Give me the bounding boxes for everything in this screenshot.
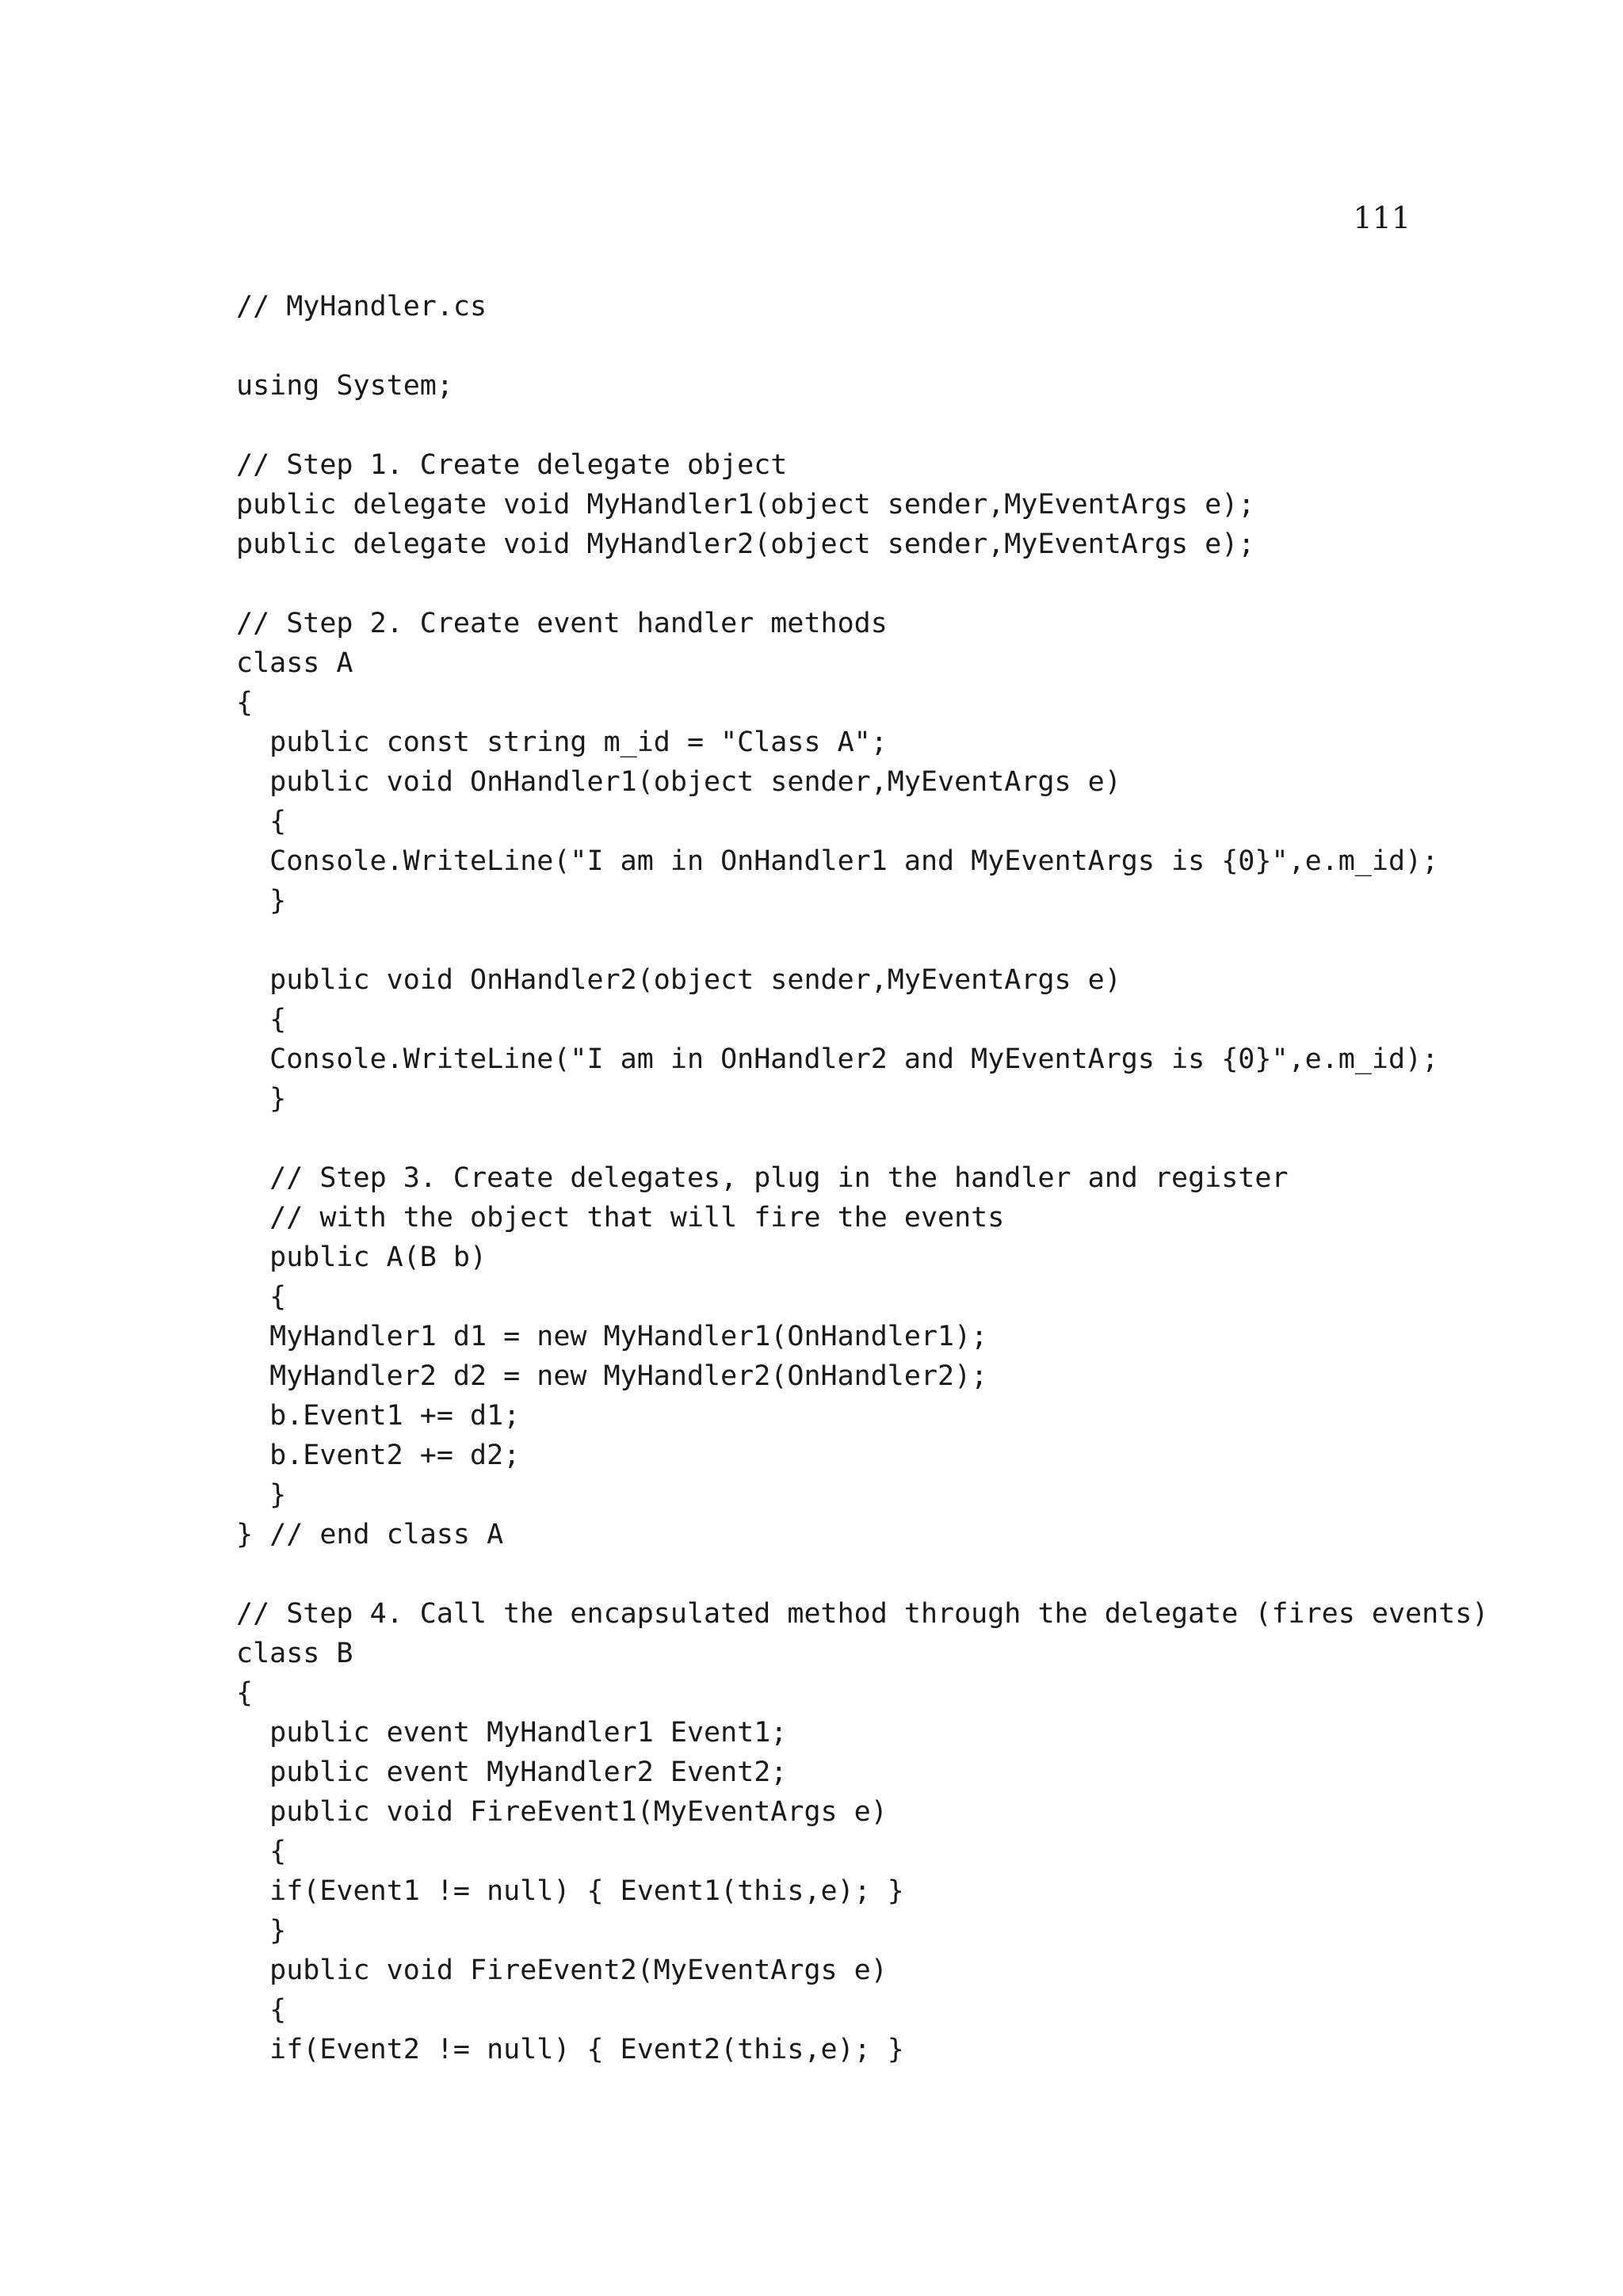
code-line: // with the object that will fire the events — [236, 1202, 1005, 1234]
code-line: public delegate void MyHandler2(object sender,MyEventArgs e); — [236, 528, 1255, 560]
code-line: { — [236, 806, 287, 837]
code-line: if(Event2 != null) { Event2(this,e); } — [236, 2034, 904, 2065]
code-line: public const string m_id = "Class A"; — [236, 727, 888, 758]
code-line: { — [236, 1281, 287, 1313]
code-line: } — [236, 1915, 287, 1947]
code-line: } — [236, 1479, 287, 1511]
code-line: b.Event2 += d2; — [236, 1440, 521, 1471]
page-number: 111 — [1353, 200, 1411, 235]
code-line: public void FireEvent1(MyEventArgs e) — [236, 1796, 888, 1828]
code-line: public delegate void MyHandler1(object sender,MyEventArgs e); — [236, 489, 1255, 521]
code-line: public void OnHandler2(object sender,MyEventArgs e) — [236, 964, 1121, 996]
code-line: Console.WriteLine("I am in OnHandler1 and MyEventArgs is {0}",e.m_id); — [236, 845, 1439, 877]
code-line: // Step 4. Call the encapsulated method through the delegate (fires events) — [236, 1598, 1489, 1630]
code-line: // Step 2. Create event handler methods — [236, 608, 888, 639]
code-line: class A — [236, 647, 353, 679]
code-line: { — [236, 1836, 287, 1867]
code-line — [236, 1554, 1488, 1594]
code-line: if(Event1 != null) { Event1(this,e); } — [236, 1875, 904, 1907]
code-line: public void FireEvent2(MyEventArgs e) — [236, 1955, 888, 1986]
code-line: } — [236, 1083, 287, 1115]
code-line: } // end class A — [236, 1519, 504, 1550]
code-line: { — [236, 1004, 287, 1035]
code-line: { — [236, 1994, 287, 2026]
code-listing — [236, 287, 1488, 2069]
code-line: // Step 1. Create delegate object — [236, 449, 788, 481]
code-line: { — [236, 1677, 254, 1709]
code-line: // MyHandler.cs — [236, 291, 487, 322]
code-line: public void OnHandler1(object sender,MyEventArgs e) — [236, 766, 1121, 798]
code-line: // Step 3. Create delegates, plug in the handler and register — [236, 1162, 1289, 1194]
code-line: class B — [236, 1638, 353, 1669]
code-line: public event MyHandler2 Event2; — [236, 1756, 788, 1788]
code-line: MyHandler1 d1 = new MyHandler1(OnHandler1); — [236, 1321, 988, 1352]
code-line: b.Event1 += d1; — [236, 1400, 521, 1432]
code-line: Console.WriteLine("I am in OnHandler2 and MyEventArgs is {0}",e.m_id); — [236, 1043, 1439, 1075]
code-line — [236, 564, 1488, 604]
code-line — [236, 1119, 1488, 1158]
code-line: public event MyHandler1 Event1; — [236, 1717, 788, 1749]
code-line — [236, 326, 1488, 366]
code-line — [236, 406, 1488, 445]
code-line — [236, 921, 1488, 960]
code-line: { — [236, 687, 254, 719]
code-line: } — [236, 885, 287, 917]
code-line: public A(B b) — [236, 1241, 487, 1273]
code-line: MyHandler2 d2 = new MyHandler2(OnHandler2); — [236, 1360, 988, 1392]
code-line: using System; — [236, 370, 453, 402]
